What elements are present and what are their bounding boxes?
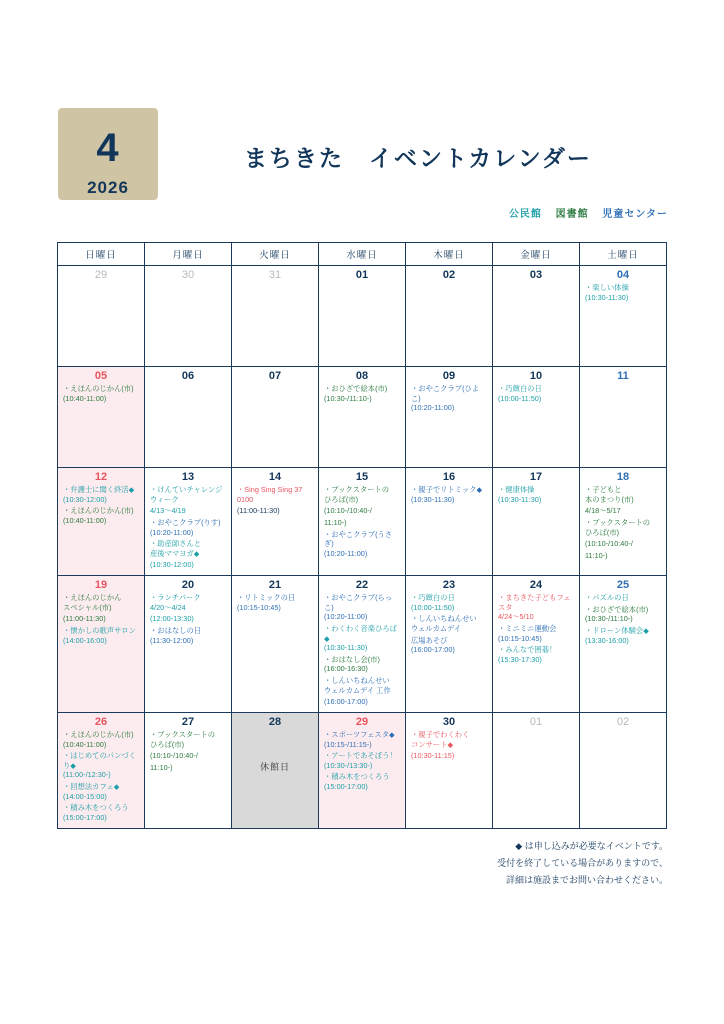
day-number: 05: [94, 370, 108, 382]
event-title: ・まちきた子どもフェスタ: [498, 593, 571, 612]
calendar-day-cell[interactable]: [58, 712, 145, 828]
day-event-list: [493, 384, 579, 408]
event-title: ・ミニミニ運動会: [498, 623, 557, 633]
event-time: (10:40-11:00): [63, 515, 107, 525]
event-item[interactable]: [324, 530, 401, 559]
event-time: (10:10-/10:40-/: [150, 751, 198, 761]
weekday-header-sun: 日曜日: [58, 243, 145, 266]
day-event-list: [406, 730, 492, 766]
event-title: ・スポーツフェスタ◆: [324, 729, 395, 739]
note-line-2: 受付を終了している場合がありますので、: [497, 858, 668, 869]
day-number: 02: [442, 269, 456, 281]
event-item[interactable]: [585, 626, 662, 645]
day-number: 17: [529, 471, 543, 483]
day-event-list: [319, 730, 405, 797]
event-item[interactable]: [585, 518, 662, 537]
event-time: (10:40-11:00): [63, 739, 107, 749]
calendar-day-cell[interactable]: [406, 266, 493, 367]
calendar-day-cell[interactable]: [580, 712, 667, 828]
event-time: 0100: [237, 494, 254, 504]
calendar-day-cell[interactable]: [580, 367, 667, 468]
event-title: ・ブックスタートの: [150, 729, 216, 739]
weekday-header-row: [58, 243, 667, 266]
event-item[interactable]: [585, 539, 662, 549]
event-item[interactable]: [411, 730, 488, 749]
event-title: ・えほんのじかん(市): [63, 729, 134, 739]
note-line-1: ◆ は申し込みが必要なイベントです。: [515, 841, 668, 851]
day-number: 08: [355, 370, 369, 382]
day-number: 16: [442, 471, 456, 483]
event-time: (10:30-/11:10-): [585, 614, 633, 624]
day-event-list: [493, 593, 579, 669]
event-item[interactable]: [324, 697, 401, 707]
event-item[interactable]: [411, 614, 488, 633]
day-number: 09: [442, 370, 456, 382]
day-event-list: [145, 593, 231, 650]
event-time: (10:00-11:50): [411, 602, 455, 612]
day-number: 30: [181, 269, 195, 281]
event-time: (10:40-11:00): [63, 393, 107, 403]
calendar-day-cell[interactable]: [58, 576, 145, 713]
event-title: ・回想法カフェ◆: [63, 782, 120, 791]
day-number: 31: [268, 269, 282, 281]
event-time: (11:00-11:30): [63, 614, 106, 624]
event-item[interactable]: [498, 485, 575, 504]
day-event-list: [406, 485, 492, 509]
event-title: ・楽しい体操: [585, 283, 629, 292]
calendar-day-cell[interactable]: [58, 367, 145, 468]
event-time: (12:00-13:30): [150, 614, 194, 624]
event-item[interactable]: [411, 593, 488, 612]
calendar-day-cell[interactable]: [232, 468, 319, 576]
event-title: 広場あそび: [411, 635, 448, 645]
day-number: 13: [181, 471, 195, 483]
event-time: ひろば(市): [324, 494, 359, 504]
weekday-header-thu: 木曜日: [406, 243, 493, 266]
event-time: ウィーク: [150, 494, 179, 504]
calendar-day-cell[interactable]: [145, 367, 232, 468]
page-header: [58, 108, 668, 208]
day-number: 18: [616, 471, 630, 483]
event-title: ・おやこクラブ(りす): [150, 517, 221, 527]
event-title: ・おひざで絵本(市): [324, 384, 388, 393]
event-item[interactable]: [324, 676, 401, 695]
event-title: ・Sing Sing Sing 37: [237, 485, 303, 494]
event-item[interactable]: [150, 614, 227, 624]
event-item[interactable]: [63, 626, 140, 645]
event-title: ・おはなし会(市): [324, 654, 380, 664]
event-title: ・しんいちねんせい: [324, 676, 390, 685]
event-title: ・みんなで囲碁！: [498, 645, 557, 655]
calendar-day-cell[interactable]: [406, 468, 493, 576]
event-time: (10:30-11:30): [411, 494, 455, 504]
event-item[interactable]: [237, 485, 314, 504]
calendar-day-cell[interactable]: [493, 367, 580, 468]
calendar-week-row: [58, 468, 667, 576]
event-title: ・ブックスタートの: [324, 485, 390, 494]
event-title: ・おはなしの日: [150, 625, 202, 635]
day-number: 12: [94, 471, 108, 483]
event-time: 産後ママヨガ◆: [150, 548, 200, 558]
day-event-list: [58, 730, 144, 828]
event-title: ・えほんのじかん(市): [63, 506, 134, 516]
event-item[interactable]: [498, 384, 575, 403]
day-number: 29: [94, 269, 108, 281]
event-time: (14:00-15:00): [63, 791, 107, 801]
event-title: ・助産師さんと: [150, 539, 202, 549]
day-event-list: [145, 485, 231, 575]
day-number: 14: [268, 471, 282, 483]
event-item[interactable]: [498, 645, 575, 664]
event-time: ウェルカムデイ 工作: [324, 685, 391, 695]
event-time: 4/24～5/10: [498, 612, 534, 622]
event-title: ・パズルの日: [585, 593, 629, 602]
event-time: スペシャル(市): [63, 602, 112, 612]
calendar-day-cell[interactable]: [232, 576, 319, 713]
event-time: コンサート◆: [411, 739, 454, 749]
event-item[interactable]: [498, 624, 575, 643]
calendar-day-cell[interactable]: [580, 266, 667, 367]
event-item[interactable]: [150, 751, 227, 761]
event-item[interactable]: [324, 593, 401, 622]
event-time: (10:20-11:00): [324, 612, 368, 622]
event-item[interactable]: [411, 384, 488, 413]
event-title: ・積み木をつくろう: [324, 772, 390, 782]
day-number: 06: [181, 370, 195, 382]
event-item[interactable]: [150, 560, 227, 570]
event-item[interactable]: [585, 551, 662, 561]
event-title: ・えほんのじかん: [63, 593, 122, 602]
day-event-list: [580, 485, 666, 565]
day-number: 15: [355, 471, 369, 483]
event-item[interactable]: [150, 593, 227, 612]
day-number: 01: [529, 715, 543, 728]
event-time: (11:30-12:00): [150, 635, 194, 645]
month-badge: [58, 108, 158, 200]
day-event-list: [58, 485, 144, 531]
event-item[interactable]: [63, 803, 140, 822]
event-item[interactable]: [237, 593, 314, 612]
event-time: (16:00-17:00): [411, 645, 455, 655]
calendar-day-cell[interactable]: [493, 576, 580, 713]
day-event-list: [580, 593, 666, 650]
event-title: ・はじめてのパンづくり◆: [63, 751, 136, 770]
event-item[interactable]: [324, 384, 401, 403]
day-event-list: [493, 485, 579, 509]
day-number: 07: [268, 370, 282, 382]
event-item[interactable]: [324, 624, 401, 653]
calendar-day-cell[interactable]: [319, 576, 406, 713]
day-number: 22: [355, 579, 369, 591]
day-event-list: [319, 593, 405, 712]
event-time: (10:30-12:00): [63, 494, 107, 504]
event-item[interactable]: [150, 539, 227, 558]
event-title: ・おやこクラブ(ひよこ): [411, 384, 480, 403]
event-item[interactable]: [324, 751, 401, 770]
event-title: ・親子でわくわく: [411, 729, 470, 739]
event-item[interactable]: [63, 485, 140, 504]
calendar-day-cell[interactable]: [406, 712, 493, 828]
calendar-day-cell[interactable]: [232, 712, 319, 828]
legend: [499, 205, 668, 220]
event-calendar: [57, 242, 667, 829]
calendar-day-cell[interactable]: [319, 712, 406, 828]
calendar-week-row: [58, 712, 667, 828]
event-time: 4/20～4/24: [150, 602, 186, 612]
event-title: ・ドローン体験会◆: [585, 625, 649, 635]
event-time: 本のまつり(市): [585, 494, 634, 504]
day-number: 19: [94, 579, 108, 591]
legend-kouminkan: 公民館: [508, 209, 542, 220]
event-time: ひろば(市): [150, 739, 185, 749]
event-title: ・子どもと: [585, 485, 622, 494]
day-event-list: [319, 384, 405, 408]
event-time: (10:00-11:50): [498, 393, 542, 403]
event-time: (14:00-16:00): [63, 635, 107, 645]
day-number: 04: [616, 269, 630, 281]
calendar-day-cell[interactable]: [145, 576, 232, 713]
event-time: (10:10-/10:40-/: [324, 506, 372, 516]
event-item[interactable]: [498, 593, 575, 622]
event-time: (11:00-11:30): [237, 506, 280, 516]
day-number: 03: [529, 269, 543, 281]
event-title: ・懐かしの歌声サロン: [63, 625, 136, 635]
event-time: (16:00-17:00): [324, 697, 368, 707]
event-title: ・巧緻白の日: [498, 384, 542, 393]
event-time: 11:10-): [150, 762, 173, 772]
event-title: ・おやこクラブ(うさぎ): [324, 529, 393, 549]
day-number: 26: [94, 715, 108, 728]
event-title: ・おやこクラブ(らっこ): [324, 593, 393, 612]
event-title: ・アートであそぼう！: [324, 751, 397, 761]
event-title: ・ブックスタートの: [585, 517, 651, 527]
event-item[interactable]: [324, 655, 401, 674]
event-time: (10:20-11:00): [324, 548, 368, 558]
calendar-day-cell[interactable]: [406, 576, 493, 713]
day-event-list: [58, 384, 144, 408]
event-time: (10:30-11:30): [324, 643, 368, 653]
calendar-week-row: [58, 266, 667, 367]
closed-day-label: 休館日: [259, 761, 290, 772]
event-time: (10:30-/11:10-): [324, 393, 372, 403]
day-number: 11: [617, 370, 629, 382]
day-number: 23: [442, 579, 456, 591]
day-number: 29: [355, 715, 369, 728]
event-item[interactable]: [324, 506, 401, 516]
event-time: (10:20-11:00): [411, 403, 455, 413]
event-time: (13:30-16:00): [585, 635, 629, 645]
calendar-day-cell[interactable]: [319, 367, 406, 468]
calendar-day-cell[interactable]: [406, 367, 493, 468]
calendar-day-cell[interactable]: [493, 468, 580, 576]
weekday-header-sat: 土曜日: [580, 243, 667, 266]
event-item[interactable]: [237, 506, 314, 516]
day-number: 30: [442, 715, 456, 728]
event-item[interactable]: [411, 636, 488, 655]
event-title: ・ランチパーク: [150, 593, 201, 602]
event-time: (15:00-17:00): [324, 782, 368, 791]
month-number: 4: [96, 126, 120, 170]
event-title: ・リトミックの日: [237, 593, 296, 602]
event-item[interactable]: [63, 730, 140, 749]
day-event-list: [319, 485, 405, 563]
event-item[interactable]: [324, 730, 401, 749]
day-event-list: [580, 283, 666, 307]
day-number: 28: [268, 715, 282, 728]
day-number: 25: [616, 579, 630, 591]
calendar-day-cell[interactable]: [145, 468, 232, 576]
event-item[interactable]: [150, 485, 227, 504]
calendar-day-cell[interactable]: [58, 468, 145, 576]
event-time: 11:10-): [585, 550, 608, 560]
event-item[interactable]: [585, 593, 662, 603]
calendar-week-row: [58, 576, 667, 713]
event-item[interactable]: [324, 518, 401, 528]
day-number: 02: [616, 715, 630, 728]
day-event-list: [145, 730, 231, 778]
calendar-day-cell[interactable]: [58, 266, 145, 367]
event-item[interactable]: [63, 751, 140, 780]
page-title: まちきた イベントカレンダー: [244, 145, 592, 171]
event-item[interactable]: [411, 485, 488, 504]
event-time: (10:10-/10:40-/: [585, 539, 633, 549]
day-event-list: [406, 593, 492, 660]
event-time: (10:30-11:15): [411, 751, 455, 761]
event-title: ・積み木をつくろう: [63, 803, 129, 813]
event-time: 11:10-): [324, 517, 347, 527]
day-event-list: [232, 485, 318, 521]
event-time: (15:30-17:30): [498, 654, 542, 664]
calendar-day-cell[interactable]: [493, 266, 580, 367]
calendar-week-row: [58, 367, 667, 468]
event-item[interactable]: [324, 772, 401, 791]
event-time: ひろば(市): [585, 527, 620, 537]
event-item[interactable]: [585, 506, 662, 516]
event-title: ・弁護士に聞く終活◆: [63, 485, 135, 494]
event-time: (10:30-11:30): [498, 494, 542, 504]
event-title: ・おひざで絵本(市): [585, 604, 649, 614]
day-number: 10: [529, 370, 543, 382]
day-number: 20: [181, 579, 195, 591]
event-time: (10:30-11:30): [585, 292, 629, 302]
event-item[interactable]: [150, 763, 227, 773]
event-time: (16:00-16:30): [324, 664, 368, 674]
event-item[interactable]: [63, 782, 140, 801]
calendar-day-cell[interactable]: [580, 576, 667, 713]
event-item[interactable]: [150, 506, 227, 516]
event-time: (15:00-17:00): [63, 812, 107, 822]
event-title: 4/18～5/17: [585, 506, 621, 516]
event-item[interactable]: [150, 518, 227, 537]
calendar-day-cell[interactable]: [145, 712, 232, 828]
event-item[interactable]: [585, 485, 662, 504]
day-event-list: [232, 593, 318, 617]
weekday-header-tue: 火曜日: [232, 243, 319, 266]
calendar-day-cell[interactable]: [580, 468, 667, 576]
event-item[interactable]: [63, 593, 140, 612]
calendar-day-cell[interactable]: [493, 712, 580, 828]
weekday-header-fri: 金曜日: [493, 243, 580, 266]
event-time: (10:30-12:00): [150, 560, 194, 570]
event-item[interactable]: [411, 751, 488, 761]
event-title: ・健康体操: [498, 485, 535, 494]
event-title: ・巧緻白の日: [411, 593, 455, 602]
day-number: 27: [181, 715, 195, 728]
day-number: 01: [355, 269, 369, 281]
event-item[interactable]: [63, 614, 140, 624]
event-item[interactable]: [150, 730, 227, 749]
event-time: (10:30-/13:30-): [324, 760, 373, 770]
day-number: 21: [268, 579, 282, 591]
event-time: ウェルカムデイ: [411, 623, 462, 633]
calendar-day-cell[interactable]: [319, 266, 406, 367]
event-time: (10:15-10:45): [237, 602, 281, 612]
event-item[interactable]: [324, 485, 401, 504]
event-title: ・しんいちねんせい: [411, 614, 477, 624]
year-number: 2026: [87, 178, 129, 197]
calendar-day-cell[interactable]: [232, 367, 319, 468]
event-title: ・わくわく音楽ひろば◆: [324, 623, 397, 643]
note-line-3: 詳細は施設までお問い合わせください。: [505, 875, 668, 886]
event-item[interactable]: [150, 626, 227, 645]
legend-toshokan: 図書館: [555, 209, 589, 220]
event-title: ・けんていチャレンジ: [150, 485, 223, 494]
day-event-list: [58, 593, 144, 650]
calendar-day-cell[interactable]: [145, 266, 232, 367]
weekday-header-mon: 月曜日: [145, 243, 232, 266]
event-item[interactable]: [63, 384, 140, 403]
footer-notes: [368, 838, 668, 889]
event-time: (10:20-11:00): [150, 527, 194, 537]
day-event-list: [406, 384, 492, 418]
event-item[interactable]: [585, 283, 662, 302]
calendar-day-cell[interactable]: [319, 468, 406, 576]
event-title: 4/13～4/19: [150, 506, 186, 516]
legend-jidou: 児童センター: [602, 209, 668, 220]
event-title: ・親子でリトミック◆: [411, 485, 483, 494]
weekday-header-wed: 水曜日: [319, 243, 406, 266]
event-title: ・えほんのじかん(市): [63, 384, 134, 393]
event-item[interactable]: [585, 605, 662, 624]
event-item[interactable]: [63, 506, 140, 525]
event-time: (10:15-/11:15-): [324, 739, 372, 749]
calendar-day-cell[interactable]: [232, 266, 319, 367]
event-time: (11:00-/12:30-): [63, 770, 111, 780]
day-number: 24: [529, 579, 543, 591]
event-time: (10:15-10:45): [498, 633, 542, 643]
